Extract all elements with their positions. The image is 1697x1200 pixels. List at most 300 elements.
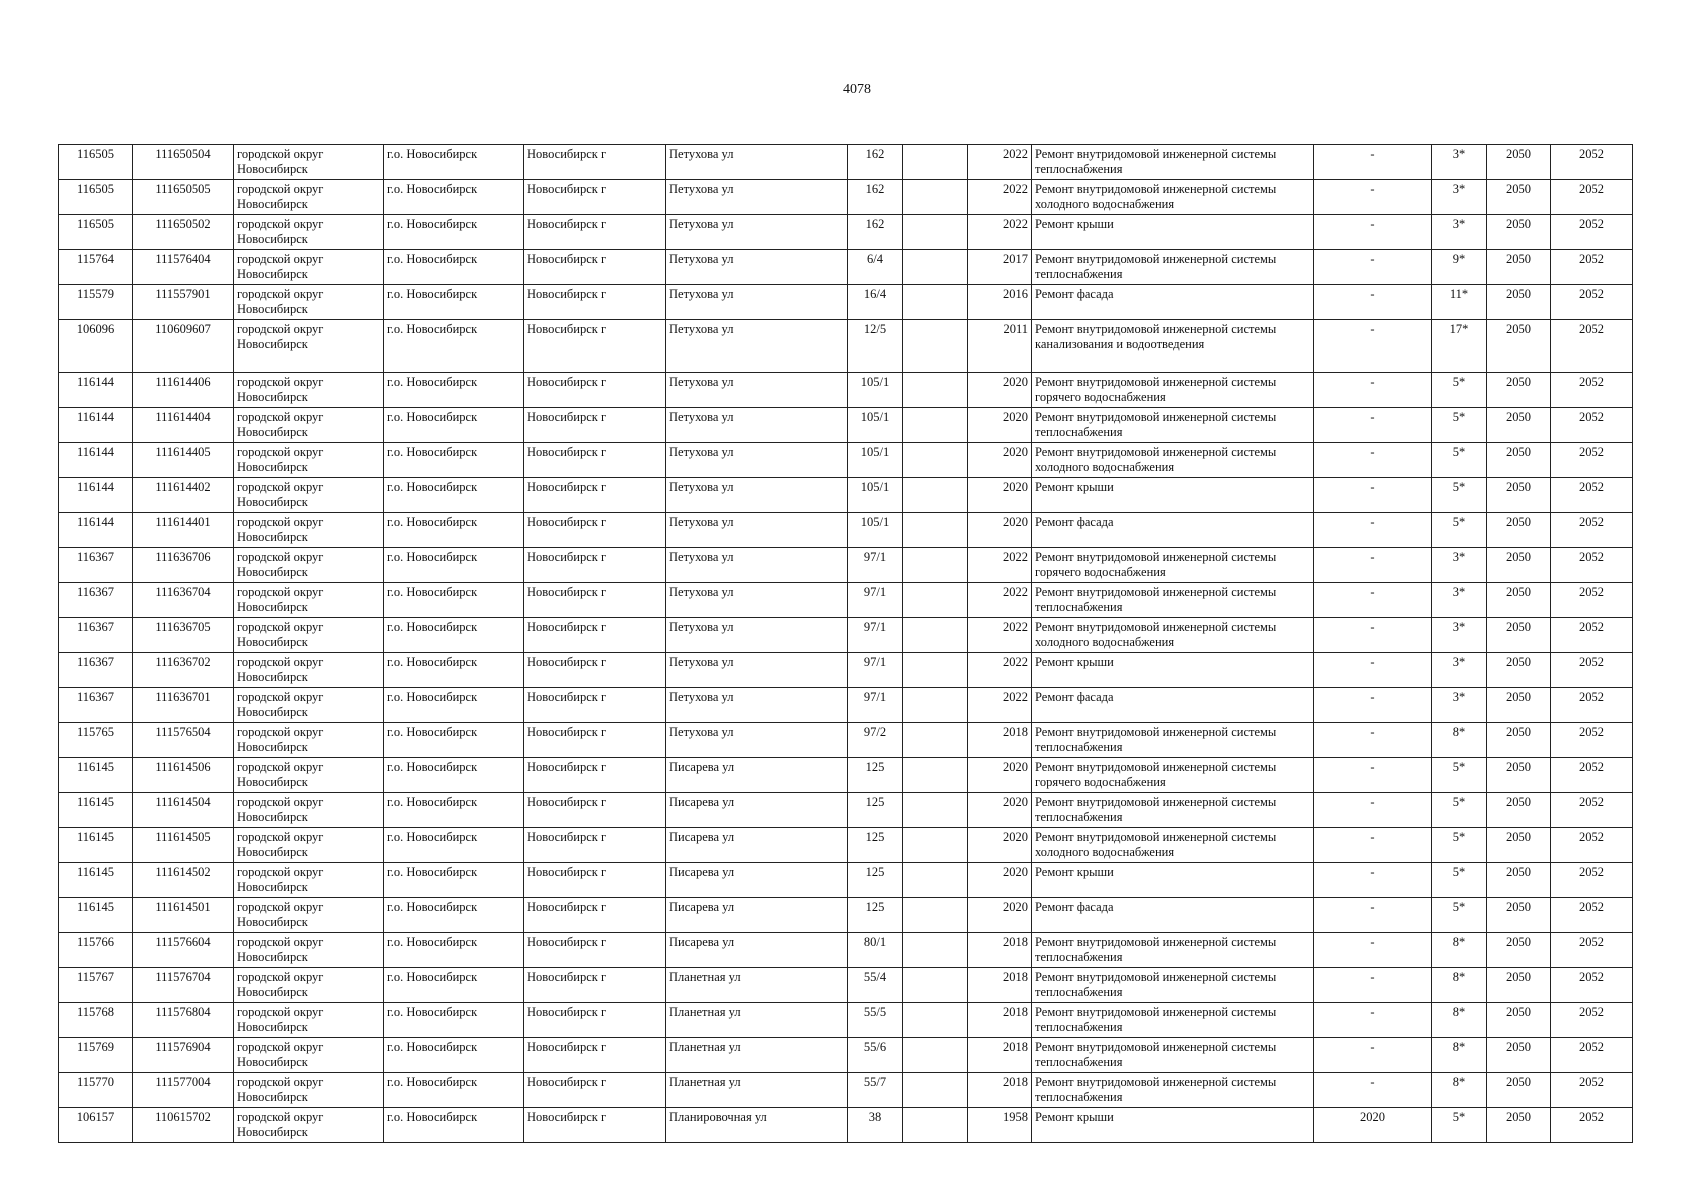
building-cell [903,320,968,373]
building-cell [903,653,968,688]
table-row [59,443,1633,478]
table-row [59,688,1633,723]
work-type-cell: Ремонт внутридомовой инженерной системы теплоснабжения [1032,250,1314,285]
plan-end-cell: 2052 [1551,215,1633,250]
district-cell: г.о. Новосибирск [384,215,524,250]
building-cell [903,1108,968,1143]
city-cell: Новосибирск г [524,653,666,688]
table-row [59,1003,1633,1038]
city-cell: Новосибирск г [524,478,666,513]
work-id-cell: 111576504 [133,723,234,758]
street-cell: Планетная ул [666,1003,848,1038]
priority-cell: 8* [1432,1003,1487,1038]
last-repair-cell: - [1314,1038,1432,1073]
house-number-cell: 105/1 [848,513,903,548]
street-cell: Петухова ул [666,478,848,513]
plan-end-cell: 2052 [1551,583,1633,618]
district-cell: г.о. Новосибирск [384,828,524,863]
table-row [59,898,1633,933]
house-number-cell: 97/1 [848,583,903,618]
district-cell: г.о. Новосибирск [384,145,524,180]
house-id-cell: 116145 [59,793,133,828]
work-id-cell: 111577004 [133,1073,234,1108]
house-number-cell: 97/1 [848,688,903,723]
city-cell: Новосибирск г [524,1073,666,1108]
table-row [59,1073,1633,1108]
table-row [59,723,1633,758]
plan-end-cell: 2052 [1551,933,1633,968]
plan-end-cell: 2052 [1551,180,1633,215]
priority-cell: 5* [1432,478,1487,513]
house-id-cell: 116367 [59,583,133,618]
building-cell [903,215,968,250]
street-cell: Писарева ул [666,933,848,968]
work-id-cell: 111636702 [133,653,234,688]
priority-cell: 8* [1432,933,1487,968]
district-cell: г.о. Новосибирск [384,1038,524,1073]
work-type-cell: Ремонт фасада [1032,513,1314,548]
house-id-cell: 116367 [59,653,133,688]
municipality-cell: городской округ Новосибирск [234,215,384,250]
work-id-cell: 111614502 [133,863,234,898]
work-type-cell: Ремонт внутридомовой инженерной системы холодного водоснабжения [1032,180,1314,215]
street-cell: Писарева ул [666,898,848,933]
city-cell: Новосибирск г [524,285,666,320]
city-cell: Новосибирск г [524,1038,666,1073]
year-cell: 2022 [968,145,1032,180]
plan-end-cell: 2052 [1551,320,1633,373]
plan-start-cell: 2050 [1487,145,1551,180]
priority-cell: 8* [1432,968,1487,1003]
street-cell: Петухова ул [666,548,848,583]
street-cell: Петухова ул [666,215,848,250]
priority-cell: 17* [1432,320,1487,373]
work-type-cell: Ремонт крыши [1032,1108,1314,1143]
plan-start-cell: 2050 [1487,513,1551,548]
year-cell: 2022 [968,180,1032,215]
table-row [59,373,1633,408]
municipality-cell: городской округ Новосибирск [234,1003,384,1038]
street-cell: Петухова ул [666,723,848,758]
house-number-cell: 12/5 [848,320,903,373]
plan-end-cell: 2052 [1551,1108,1633,1143]
year-cell: 2020 [968,758,1032,793]
priority-cell: 3* [1432,180,1487,215]
work-type-cell: Ремонт внутридомовой инженерной системы канализования и водоотведения [1032,320,1314,373]
year-cell: 2018 [968,968,1032,1003]
house-id-cell: 115765 [59,723,133,758]
work-type-cell: Ремонт фасада [1032,898,1314,933]
district-cell: г.о. Новосибирск [384,285,524,320]
plan-end-cell: 2052 [1551,285,1633,320]
house-number-cell: 55/6 [848,1038,903,1073]
plan-start-cell: 2050 [1487,828,1551,863]
district-cell: г.о. Новосибирск [384,898,524,933]
priority-cell: 8* [1432,723,1487,758]
work-id-cell: 111557901 [133,285,234,320]
building-cell [903,250,968,285]
plan-start-cell: 2050 [1487,688,1551,723]
house-number-cell: 55/4 [848,968,903,1003]
city-cell: Новосибирск г [524,723,666,758]
plan-start-cell: 2050 [1487,583,1551,618]
plan-start-cell: 2050 [1487,180,1551,215]
district-cell: г.о. Новосибирск [384,688,524,723]
building-cell [903,443,968,478]
plan-start-cell: 2050 [1487,933,1551,968]
plan-end-cell: 2052 [1551,1003,1633,1038]
house-number-cell: 105/1 [848,373,903,408]
year-cell: 2018 [968,1003,1032,1038]
year-cell: 2020 [968,863,1032,898]
year-cell: 1958 [968,1108,1032,1143]
house-number-cell: 97/1 [848,618,903,653]
work-type-cell: Ремонт крыши [1032,215,1314,250]
house-id-cell: 116145 [59,898,133,933]
work-id-cell: 111614402 [133,478,234,513]
work-id-cell: 111650502 [133,215,234,250]
plan-start-cell: 2050 [1487,1073,1551,1108]
plan-start-cell: 2050 [1487,758,1551,793]
district-cell: г.о. Новосибирск [384,618,524,653]
district-cell: г.о. Новосибирск [384,548,524,583]
house-id-cell: 116367 [59,548,133,583]
district-cell: г.о. Новосибирск [384,968,524,1003]
work-id-cell: 111614404 [133,408,234,443]
work-type-cell: Ремонт внутридомовой инженерной системы теплоснабжения [1032,793,1314,828]
house-number-cell: 55/5 [848,1003,903,1038]
building-cell [903,513,968,548]
year-cell: 2020 [968,408,1032,443]
house-id-cell: 116144 [59,513,133,548]
work-type-cell: Ремонт внутридомовой инженерной системы теплоснабжения [1032,933,1314,968]
building-cell [903,583,968,618]
house-number-cell: 97/1 [848,653,903,688]
year-cell: 2022 [968,583,1032,618]
work-id-cell: 111614506 [133,758,234,793]
priority-cell: 3* [1432,653,1487,688]
municipality-cell: городской округ Новосибирск [234,408,384,443]
house-id-cell: 115766 [59,933,133,968]
work-type-cell: Ремонт внутридомовой инженерной системы теплоснабжения [1032,1003,1314,1038]
district-cell: г.о. Новосибирск [384,250,524,285]
table-row [59,320,1633,373]
table-row [59,250,1633,285]
municipality-cell: городской округ Новосибирск [234,898,384,933]
table-row [59,215,1633,250]
municipality-cell: городской округ Новосибирск [234,285,384,320]
house-id-cell: 116367 [59,618,133,653]
plan-start-cell: 2050 [1487,1108,1551,1143]
city-cell: Новосибирск г [524,320,666,373]
city-cell: Новосибирск г [524,250,666,285]
plan-end-cell: 2052 [1551,513,1633,548]
priority-cell: 3* [1432,688,1487,723]
last-repair-cell: - [1314,793,1432,828]
priority-cell: 8* [1432,1038,1487,1073]
municipality-cell: городской округ Новосибирск [234,1073,384,1108]
house-id-cell: 115767 [59,968,133,1003]
building-cell [903,933,968,968]
work-id-cell: 111576604 [133,933,234,968]
year-cell: 2020 [968,478,1032,513]
table-row [59,618,1633,653]
plan-end-cell: 2052 [1551,548,1633,583]
house-number-cell: 162 [848,145,903,180]
work-type-cell: Ремонт фасада [1032,285,1314,320]
municipality-cell: городской округ Новосибирск [234,723,384,758]
work-id-cell: 111576704 [133,968,234,1003]
city-cell: Новосибирск г [524,548,666,583]
registry-body [59,145,1633,1143]
last-repair-cell: - [1314,933,1432,968]
city-cell: Новосибирск г [524,618,666,653]
district-cell: г.о. Новосибирск [384,408,524,443]
last-repair-cell: - [1314,513,1432,548]
house-number-cell: 162 [848,215,903,250]
year-cell: 2020 [968,898,1032,933]
plan-end-cell: 2052 [1551,968,1633,1003]
plan-start-cell: 2050 [1487,215,1551,250]
table-row [59,1038,1633,1073]
municipality-cell: городской округ Новосибирск [234,793,384,828]
district-cell: г.о. Новосибирск [384,1003,524,1038]
work-type-cell: Ремонт фасада [1032,688,1314,723]
year-cell: 2020 [968,793,1032,828]
building-cell [903,688,968,723]
work-id-cell: 111636704 [133,583,234,618]
last-repair-cell: - [1314,180,1432,215]
work-type-cell: Ремонт крыши [1032,478,1314,513]
house-id-cell: 116144 [59,478,133,513]
street-cell: Петухова ул [666,443,848,478]
last-repair-cell: - [1314,898,1432,933]
last-repair-cell: - [1314,145,1432,180]
work-type-cell: Ремонт внутридомовой инженерной системы холодного водоснабжения [1032,618,1314,653]
plan-end-cell: 2052 [1551,758,1633,793]
work-type-cell: Ремонт внутридомовой инженерной системы теплоснабжения [1032,1038,1314,1073]
year-cell: 2018 [968,933,1032,968]
work-id-cell: 110615702 [133,1108,234,1143]
building-cell [903,1003,968,1038]
priority-cell: 5* [1432,513,1487,548]
work-id-cell: 111636701 [133,688,234,723]
last-repair-cell: - [1314,443,1432,478]
city-cell: Новосибирск г [524,688,666,723]
district-cell: г.о. Новосибирск [384,863,524,898]
last-repair-cell: - [1314,1073,1432,1108]
year-cell: 2022 [968,653,1032,688]
building-cell [903,1038,968,1073]
house-number-cell: 97/2 [848,723,903,758]
year-cell: 2020 [968,443,1032,478]
work-id-cell: 111614505 [133,828,234,863]
municipality-cell: городской округ Новосибирск [234,968,384,1003]
municipality-cell: городской округ Новосибирск [234,478,384,513]
municipality-cell: городской округ Новосибирск [234,250,384,285]
priority-cell: 3* [1432,618,1487,653]
street-cell: Планетная ул [666,1073,848,1108]
house-id-cell: 116144 [59,408,133,443]
table-row [59,583,1633,618]
house-id-cell: 116145 [59,828,133,863]
plan-end-cell: 2052 [1551,250,1633,285]
city-cell: Новосибирск г [524,443,666,478]
house-id-cell: 115579 [59,285,133,320]
street-cell: Петухова ул [666,653,848,688]
municipality-cell: городской округ Новосибирск [234,373,384,408]
plan-end-cell: 2052 [1551,373,1633,408]
house-number-cell: 125 [848,793,903,828]
year-cell: 2018 [968,723,1032,758]
city-cell: Новосибирск г [524,583,666,618]
street-cell: Планетная ул [666,968,848,1003]
plan-start-cell: 2050 [1487,1038,1551,1073]
building-cell [903,723,968,758]
house-id-cell: 116505 [59,145,133,180]
plan-end-cell: 2052 [1551,443,1633,478]
municipality-cell: городской округ Новосибирск [234,863,384,898]
year-cell: 2011 [968,320,1032,373]
plan-end-cell: 2052 [1551,828,1633,863]
house-number-cell: 80/1 [848,933,903,968]
year-cell: 2022 [968,688,1032,723]
last-repair-cell: - [1314,373,1432,408]
plan-end-cell: 2052 [1551,1073,1633,1108]
plan-end-cell: 2052 [1551,1038,1633,1073]
city-cell: Новосибирск г [524,898,666,933]
building-cell [903,145,968,180]
year-cell: 2022 [968,618,1032,653]
street-cell: Петухова ул [666,320,848,373]
building-cell [903,793,968,828]
last-repair-cell: - [1314,285,1432,320]
year-cell: 2018 [968,1073,1032,1108]
work-type-cell: Ремонт внутридомовой инженерной системы холодного водоснабжения [1032,443,1314,478]
last-repair-cell: - [1314,478,1432,513]
municipality-cell: городской округ Новосибирск [234,653,384,688]
house-number-cell: 105/1 [848,478,903,513]
city-cell: Новосибирск г [524,793,666,828]
plan-start-cell: 2050 [1487,793,1551,828]
district-cell: г.о. Новосибирск [384,373,524,408]
district-cell: г.о. Новосибирск [384,320,524,373]
street-cell: Планетная ул [666,1038,848,1073]
building-cell [903,373,968,408]
year-cell: 2016 [968,285,1032,320]
house-id-cell: 116505 [59,180,133,215]
district-cell: г.о. Новосибирск [384,793,524,828]
plan-end-cell: 2052 [1551,793,1633,828]
street-cell: Писарева ул [666,828,848,863]
last-repair-cell: - [1314,688,1432,723]
last-repair-cell: - [1314,408,1432,443]
plan-end-cell: 2052 [1551,618,1633,653]
district-cell: г.о. Новосибирск [384,1073,524,1108]
plan-end-cell: 2052 [1551,653,1633,688]
building-cell [903,285,968,320]
plan-start-cell: 2050 [1487,723,1551,758]
plan-start-cell: 2050 [1487,618,1551,653]
last-repair-cell: - [1314,583,1432,618]
table-row [59,933,1633,968]
district-cell: г.о. Новосибирск [384,180,524,215]
table-row [59,758,1633,793]
work-type-cell: Ремонт внутридомовой инженерной системы теплоснабжения [1032,145,1314,180]
plan-start-cell: 2050 [1487,1003,1551,1038]
work-type-cell: Ремонт внутридомовой инженерной системы горячего водоснабжения [1032,373,1314,408]
plan-start-cell: 2050 [1487,408,1551,443]
last-repair-cell: - [1314,320,1432,373]
house-number-cell: 125 [848,828,903,863]
work-type-cell: Ремонт внутридомовой инженерной системы теплоснабжения [1032,408,1314,443]
page-number: 4078 [843,82,871,97]
plan-start-cell: 2050 [1487,898,1551,933]
street-cell: Планировочная ул [666,1108,848,1143]
plan-start-cell: 2050 [1487,653,1551,688]
house-number-cell: 162 [848,180,903,215]
house-id-cell: 116144 [59,373,133,408]
house-id-cell: 115769 [59,1038,133,1073]
year-cell: 2020 [968,828,1032,863]
municipality-cell: городской округ Новосибирск [234,758,384,793]
last-repair-cell: - [1314,758,1432,793]
work-type-cell: Ремонт внутридомовой инженерной системы теплоснабжения [1032,583,1314,618]
building-cell [903,898,968,933]
house-number-cell: 105/1 [848,443,903,478]
work-id-cell: 111614501 [133,898,234,933]
table-row [59,1108,1633,1143]
priority-cell: 5* [1432,408,1487,443]
plan-end-cell: 2052 [1551,478,1633,513]
building-cell [903,758,968,793]
work-id-cell: 111576904 [133,1038,234,1073]
priority-cell: 5* [1432,758,1487,793]
district-cell: г.о. Новосибирск [384,1108,524,1143]
city-cell: Новосибирск г [524,180,666,215]
street-cell: Петухова ул [666,688,848,723]
table-row [59,653,1633,688]
plan-end-cell: 2052 [1551,688,1633,723]
municipality-cell: городской округ Новосибирск [234,618,384,653]
last-repair-cell: - [1314,1003,1432,1038]
street-cell: Петухова ул [666,285,848,320]
municipality-cell: городской округ Новосибирск [234,180,384,215]
work-id-cell: 111636705 [133,618,234,653]
building-cell [903,618,968,653]
building-cell [903,548,968,583]
street-cell: Писарева ул [666,793,848,828]
last-repair-cell: - [1314,548,1432,583]
house-id-cell: 115764 [59,250,133,285]
work-type-cell: Ремонт внутридомовой инженерной системы теплоснабжения [1032,1073,1314,1108]
city-cell: Новосибирск г [524,215,666,250]
street-cell: Петухова ул [666,583,848,618]
priority-cell: 3* [1432,583,1487,618]
city-cell: Новосибирск г [524,373,666,408]
city-cell: Новосибирск г [524,1003,666,1038]
table-row [59,180,1633,215]
municipality-cell: городской округ Новосибирск [234,513,384,548]
city-cell: Новосибирск г [524,828,666,863]
municipality-cell: городской округ Новосибирск [234,1038,384,1073]
house-number-cell: 125 [848,758,903,793]
house-number-cell: 105/1 [848,408,903,443]
building-cell [903,408,968,443]
street-cell: Петухова ул [666,180,848,215]
district-cell: г.о. Новосибирск [384,513,524,548]
plan-end-cell: 2052 [1551,145,1633,180]
